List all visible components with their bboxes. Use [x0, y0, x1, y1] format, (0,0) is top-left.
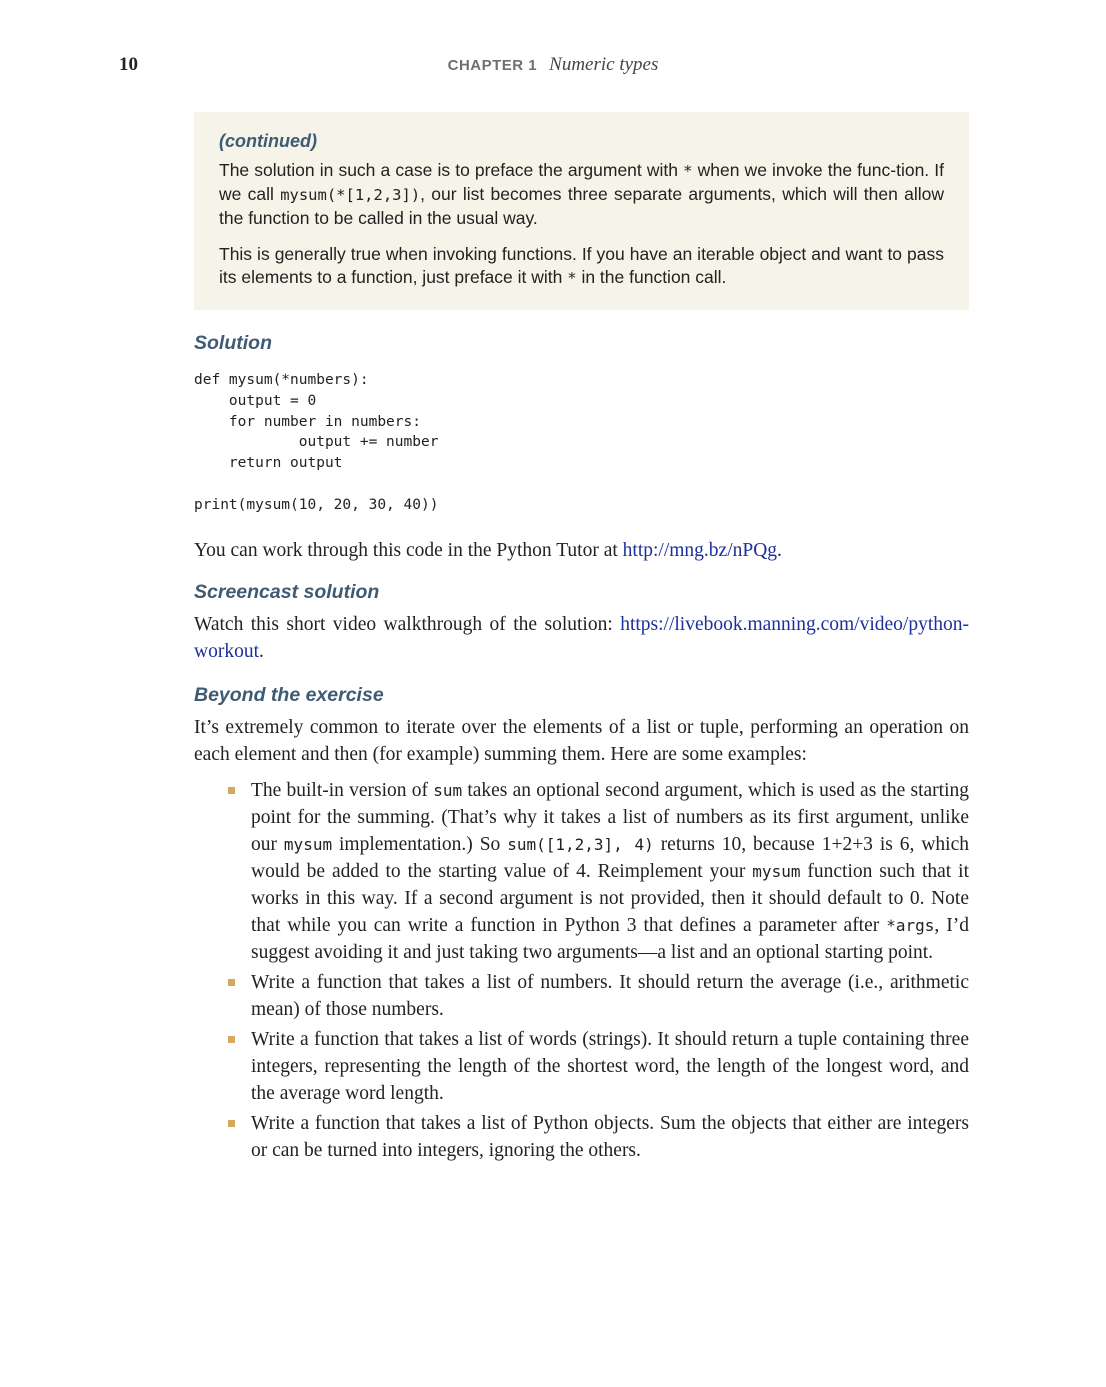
bullet-icon — [228, 787, 235, 794]
bullet-icon — [228, 1036, 235, 1043]
continued-label: (continued) — [219, 131, 317, 151]
screencast-link[interactable]: https://livebook.manning.com/video/python-workout — [194, 613, 969, 662]
solution-code: def mysum(*numbers): output = 0 for number in numbers: output += number return output print(mysum(10, 20, 30, 40)) — [194, 372, 439, 513]
list-item: Write a function that takes a list of words (strings). It should return a tuple containing three integers, representing the length of the shortest word, the length of the longest word, and the average word length. — [251, 1026, 969, 1107]
solution-heading: Solution — [194, 332, 272, 354]
exercise-list — [194, 777, 969, 1164]
page-number: 10 — [119, 54, 138, 75]
python-tutor-paragraph: You can work through this code in the Python Tutor at http://mng.bz/nPQg. — [194, 539, 782, 561]
list-item: Write a function that takes a list of Python objects. Sum the objects that either are integers or can be turned into integers, ignoring the others. — [251, 1110, 969, 1164]
chapter-title: Numeric types — [549, 54, 659, 75]
screencast-paragraph: Watch this short video walkthrough of the solution: https://livebook.manning.com/video/python-workout. — [194, 613, 969, 662]
python-tutor-link[interactable]: http://mng.bz/nPQg — [622, 539, 778, 561]
page-content — [194, 112, 969, 1167]
continued-sidebar — [194, 112, 969, 310]
sidebar-paragraph-1: The solution in such a case is to preface the argument with * when we invoke the func-tion. If we call mysum(*[1,2,3]), our list becomes three separate arguments, which will then allow the function to be called in the usual way. — [219, 160, 945, 228]
bullet-icon — [228, 979, 235, 986]
chapter-label: CHAPTER 1 — [447, 57, 538, 74]
sidebar-paragraph-2: This is generally true when invoking functions. If you have an iterable object and want to pass its elements to a function, just preface it with * in the function call. — [219, 244, 944, 287]
list-item: Write a function that takes a list of numbers. It should return the average (i.e., arithmetic mean) of those numbers. — [251, 969, 969, 1023]
beyond-heading: Beyond the exercise — [194, 683, 384, 706]
screencast-heading: Screencast solution — [194, 580, 380, 603]
bullet-icon — [228, 1120, 235, 1127]
running-head — [0, 54, 1106, 76]
beyond-intro: It’s extremely common to iterate over the elements of a list or tuple, performing an operation on each element and then (for example) summing them. Here are some examples: — [194, 716, 969, 765]
list-item: The built-in version of sum takes an optional second argument, which is used as the starting point for the summing. (That’s why it takes a list of numbers as its first argument, unlike our mysum implementation.) So sum([1,2,3], 4) returns 10, because 1+2+3 is 6, which would be added to the starting value of 4. Reimplement your mysum function such that it works in this way. If a second argument is not provided, then it should default to 0. Note that while you can write a function in Python 3 that defines a parameter after *args, I’d suggest avoiding it and just taking two arguments—a list and an optional starting point. — [251, 777, 969, 966]
